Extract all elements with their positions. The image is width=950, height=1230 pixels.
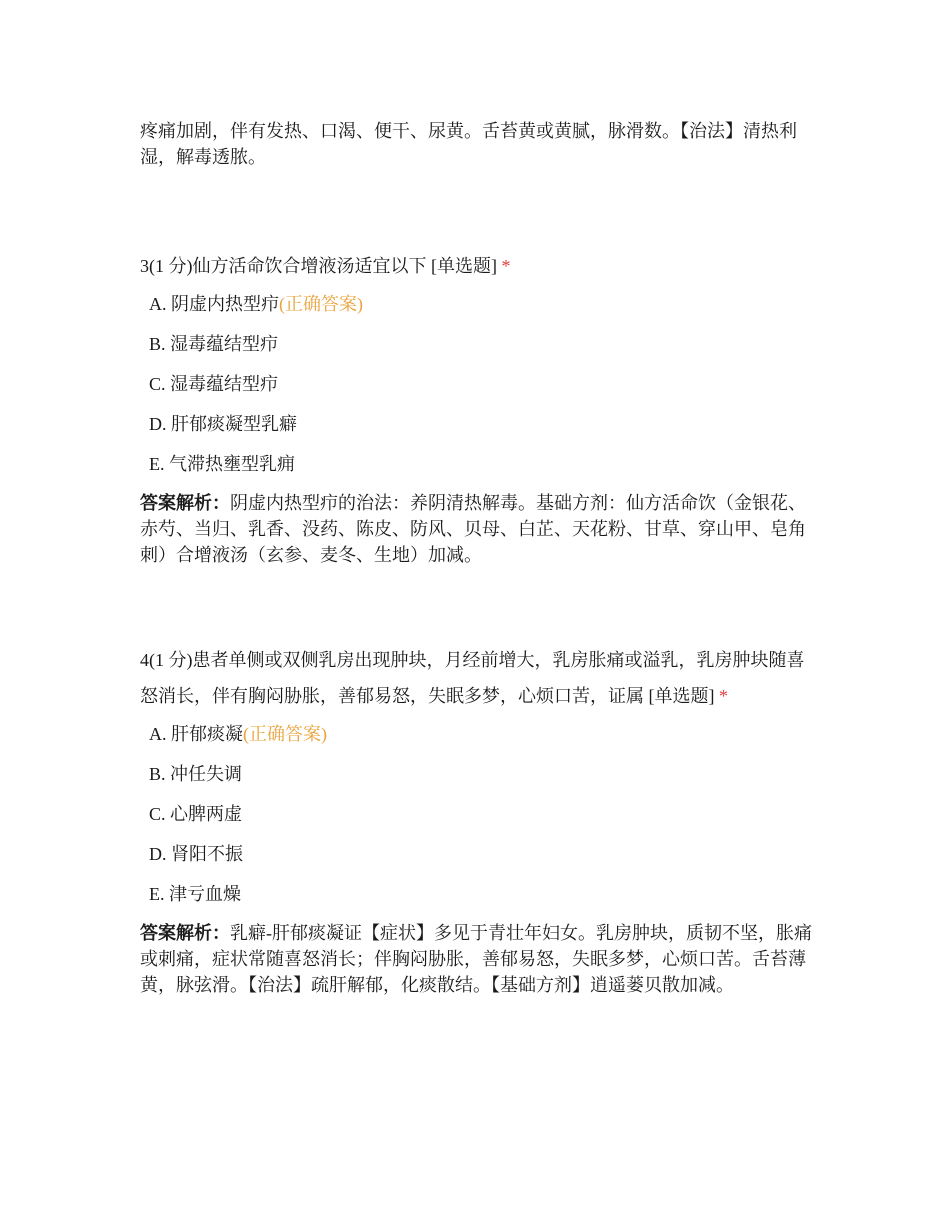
question-4	[140, 642, 815, 998]
option-b[interactable]	[149, 754, 815, 794]
option-letter: D.	[149, 414, 167, 434]
option-e[interactable]	[149, 874, 815, 914]
option-b[interactable]	[149, 324, 815, 364]
question-3	[140, 248, 815, 568]
question-type: [单选题]	[648, 686, 715, 706]
option-a[interactable]	[149, 284, 815, 324]
option-letter: E.	[149, 884, 165, 904]
option-d[interactable]	[149, 404, 815, 444]
document-page	[140, 118, 815, 998]
required-mark: *	[501, 256, 511, 276]
correct-answer-label: (正确答案)	[279, 294, 363, 314]
option-text: 津亏血燥	[169, 884, 241, 904]
option-list	[140, 714, 815, 914]
analysis-text: 乳癖-肝郁痰凝证【症状】多见于青壮年妇女。乳房肿块，质韧不坚，胀痛或刺痛，症状常随喜怒消长；伴胸闷胁胀，善郁易怒，失眠多梦，心烦口苦。舌苔薄黄，脉弦滑。【治法】疏肝解郁，化痰散结。【基础方剂】逍遥蒌贝散加减。	[140, 923, 812, 995]
option-text: 肾阳不振	[171, 844, 243, 864]
option-d[interactable]	[149, 834, 815, 874]
option-letter: B.	[149, 334, 166, 354]
option-letter: C.	[149, 374, 166, 394]
question-number: 3(1 分)	[140, 256, 193, 276]
option-text: 湿毒蕴结型疖	[170, 334, 279, 354]
answer-analysis	[140, 920, 815, 998]
option-letter: E.	[149, 454, 165, 474]
question-type: [单选题]	[431, 256, 497, 276]
analysis-label: 答案解析：	[140, 493, 230, 513]
option-text: 阴虚内热型疖	[171, 294, 279, 314]
option-text: 气滞热壅型乳痈	[169, 454, 295, 474]
option-text: 湿毒蕴结型疖	[170, 374, 279, 394]
option-text: 肝郁痰凝型乳癖	[171, 414, 297, 434]
option-letter: C.	[149, 804, 166, 824]
intro-paragraph: 疼痛加剧，伴有发热、口渴、便干、尿黄。舌苔黄或黄腻，脉滑数。【治法】清热利湿，解毒透脓。	[140, 121, 797, 167]
analysis-text: 阴虚内热型疖的治法：养阴清热解毒。基础方剂：仙方活命饮（金银花、赤芍、当归、乳香、没药、陈皮、防风、贝母、白芷、天花粉、甘草、穿山甲、皂角刺）合增液汤（玄参、麦冬、生地）加减。	[140, 493, 806, 565]
correct-answer-label: (正确答案)	[243, 724, 327, 744]
required-mark: *	[719, 686, 728, 706]
option-text: 肝郁痰凝	[171, 724, 243, 744]
option-c[interactable]	[149, 364, 815, 404]
option-e[interactable]	[149, 444, 815, 484]
option-text: 心脾两虚	[170, 804, 243, 824]
option-a[interactable]	[149, 714, 815, 754]
question-text: 仙方活命饮合增液汤适宜以下	[192, 256, 427, 276]
option-letter: A.	[149, 724, 167, 744]
option-c[interactable]	[149, 794, 815, 834]
option-list	[140, 284, 815, 484]
question-text: 患者单侧或双侧乳房出现肿块，月经前增大，乳房胀痛或溢乳，乳房肿块随喜怒消长，伴有胸闷胁胀，善郁易怒，失眠多梦，心烦口苦，证属	[140, 650, 805, 706]
analysis-label: 答案解析：	[140, 923, 230, 943]
option-letter: A.	[149, 294, 167, 314]
option-text: 冲任失调	[170, 764, 243, 784]
answer-analysis	[140, 490, 815, 568]
question-stem	[140, 642, 815, 714]
question-number: 4(1 分)	[140, 650, 193, 670]
question-stem	[140, 248, 815, 284]
option-letter: D.	[149, 844, 167, 864]
option-letter: B.	[149, 764, 166, 784]
